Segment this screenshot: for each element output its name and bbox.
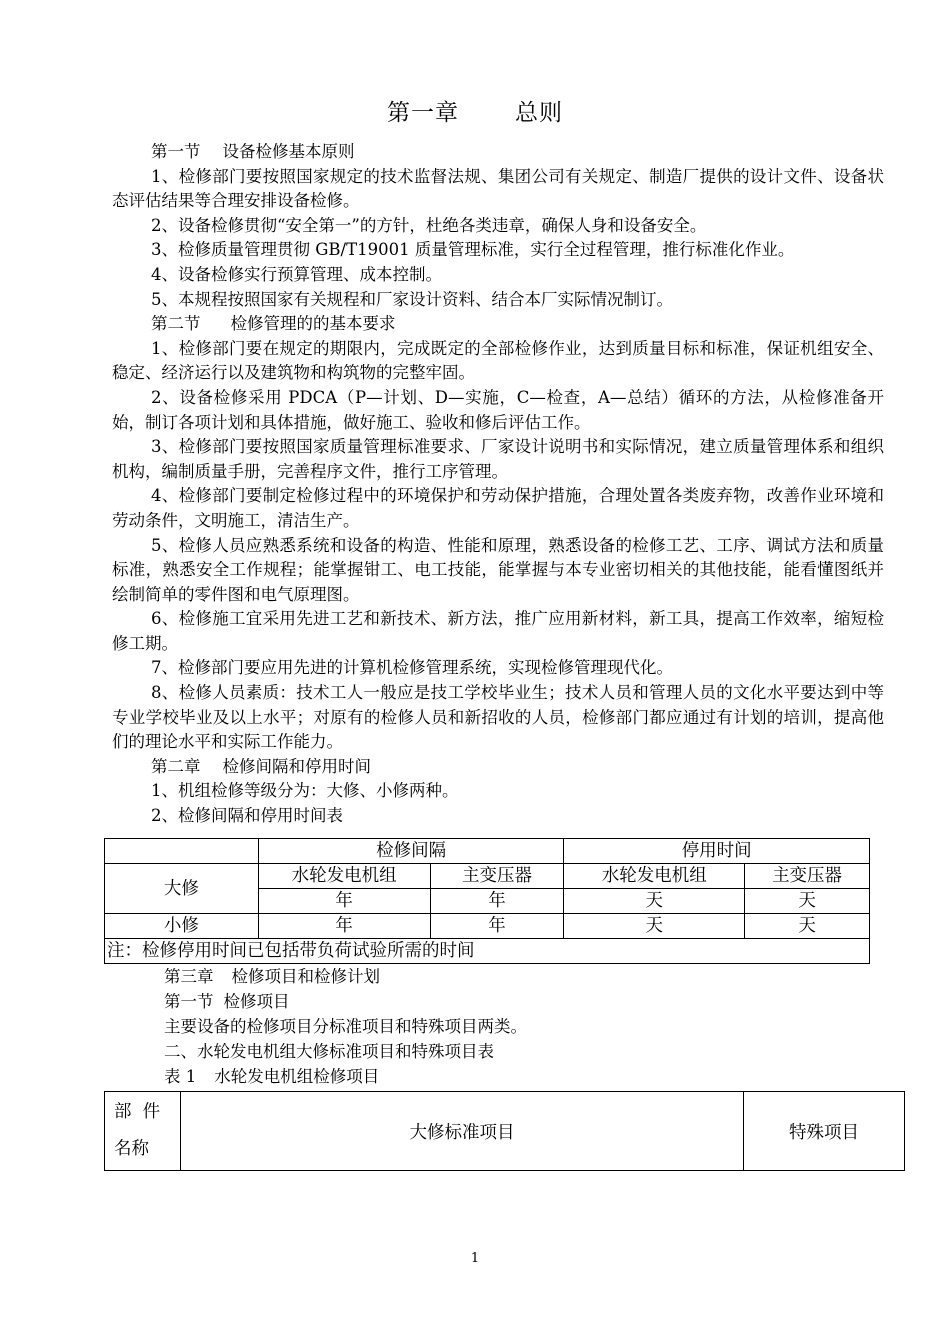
- table-cell: 年: [430, 914, 564, 939]
- paragraph: 3、检修质量管理贯彻 GB/T19001 质量管理标准，实行全过程管理，推行标准化作业。: [151, 240, 795, 260]
- table-caption: 表 1 水轮发电机组检修项目: [164, 1067, 380, 1086]
- table-cell: 天: [564, 914, 745, 939]
- paragraph: 2、设备检修采用 PDCA（P—计划、D—实施，C—检查，A—总结）循环的方法，从检修准备开始，制订各项计划和具体措施，做好施工、验收和修后评估工作。: [112, 387, 884, 432]
- chapter-3-block: [164, 964, 527, 1089]
- page-number: 1: [470, 1251, 480, 1266]
- header-stop-time: 停用时间: [564, 839, 870, 864]
- paragraph: 5、本规程按照国家有关规程和厂家设计资料、结合本厂实际情况制订。: [151, 289, 673, 309]
- table-cell: 年: [430, 889, 564, 914]
- table-cell: 年: [258, 914, 430, 939]
- chapter-2-heading: 第二章 检修间隔和停用时间: [151, 756, 371, 776]
- paragraph: 8、检修人员素质：技术工人一般应是技工学校毕业生；技术人员和管理人员的文化水平要达到中等专业学校毕业及以上水平；对原有的检修人员和新招收的人员，检修部门都应通过有计划的培训，提高他们的理论水平和实际工作能力。: [112, 683, 884, 752]
- header-interval: 检修间隔: [258, 839, 564, 864]
- table-row: [105, 914, 870, 939]
- paragraph: 7、检修部门要应用先进的计算机检修管理系统，实现检修管理现代化。: [151, 658, 673, 678]
- header-special-items: 特殊项目: [744, 1092, 905, 1171]
- paragraph: 二、水轮发电机组大修标准项目和特殊项目表: [164, 1042, 494, 1061]
- paragraph: 2、检修间隔和停用时间表: [151, 806, 343, 826]
- table-cell: 年: [258, 889, 430, 914]
- paragraph: 3、检修部门要按照国家质量管理标准要求、厂家设计说明书和实际情况，建立质量管理体系和组织机构，编制质量手册，完善程序文件，推行工序管理。: [112, 437, 884, 481]
- paragraph: 6、检修施工宜采用先进工艺和新技术、新方法，推广应用新材料，新工具，提高工作效率，缩短检修工期。: [112, 609, 884, 653]
- table-cell: 天: [745, 914, 870, 939]
- subheader: 水轮发电机组: [258, 864, 430, 889]
- header-standard-items: 大修标准项目: [181, 1092, 744, 1171]
- paragraph: 4、检修部门要制定检修过程中的环境保护和劳动保护措施，合理处置各类废弃物，改善作业环境和劳动条件，文明施工，清洁生产。: [112, 486, 884, 530]
- section-heading: 第一节 检修项目: [164, 992, 290, 1011]
- row-label-major: 大修: [105, 864, 259, 914]
- paragraph: 5、检修人员应熟悉系统和设备的构造、性能和原理，熟悉设备的检修工艺、工序、调试方法和质量标准，熟悉安全工作规程；能掌握钳工、电工技能，能掌握与本专业密切相关的其他技能，能看懂图纸并绘制简单的零件图和电气原理图。: [112, 535, 884, 604]
- paragraph: 主要设备的检修项目分标准项目和特殊项目两类。: [164, 1017, 527, 1036]
- paragraph: 1、机组检修等级分为：大修、小修两种。: [151, 781, 459, 801]
- row-label-minor: 小修: [105, 914, 259, 939]
- section-heading-1: 第一节 设备检修基本原则: [151, 142, 355, 161]
- paragraph: 1、检修部门要在规定的期限内，完成既定的全部检修作业，达到质量目标和标准，保证机组安全、稳定、经济运行以及建筑物和构筑物的完整牢固。: [112, 338, 884, 383]
- document-body: [112, 140, 884, 829]
- maintenance-interval-table: [104, 838, 870, 964]
- chapter-title: [0, 94, 950, 127]
- paragraph: 2、设备检修贯彻“安全第一”的方针，杜绝各类违章，确保人身和设备安全。: [151, 215, 707, 235]
- table-note: 注：检修停用时间已包括带负荷试验所需的时间: [105, 939, 870, 964]
- paragraph: 1、检修部门要按照国家规定的技术监督法规、集团公司有关规定、制造厂提供的设计文件、设备状态评估结果等合理安排设备检修。: [112, 166, 884, 211]
- subheader: 主变压器: [745, 864, 870, 889]
- paragraph: 4、设备检修实行预算管理、成本控制。: [151, 264, 442, 284]
- chapter-number: 第一章: [387, 100, 459, 126]
- chapter-name: 总则: [515, 100, 563, 126]
- chapter-3-heading: 第三章 检修项目和检修计划: [164, 967, 380, 986]
- subheader: 水轮发电机组: [564, 864, 745, 889]
- header-component-name: 部 件 名称: [105, 1092, 181, 1171]
- table-cell: 天: [564, 889, 745, 914]
- table-cell-empty: [105, 839, 259, 864]
- section-heading-2: 第二节 检修管理的的基本要求: [151, 314, 396, 334]
- table-cell: 天: [745, 889, 870, 914]
- subheader: 主变压器: [430, 864, 564, 889]
- repair-items-table: [104, 1091, 905, 1171]
- table-row: [105, 1092, 905, 1171]
